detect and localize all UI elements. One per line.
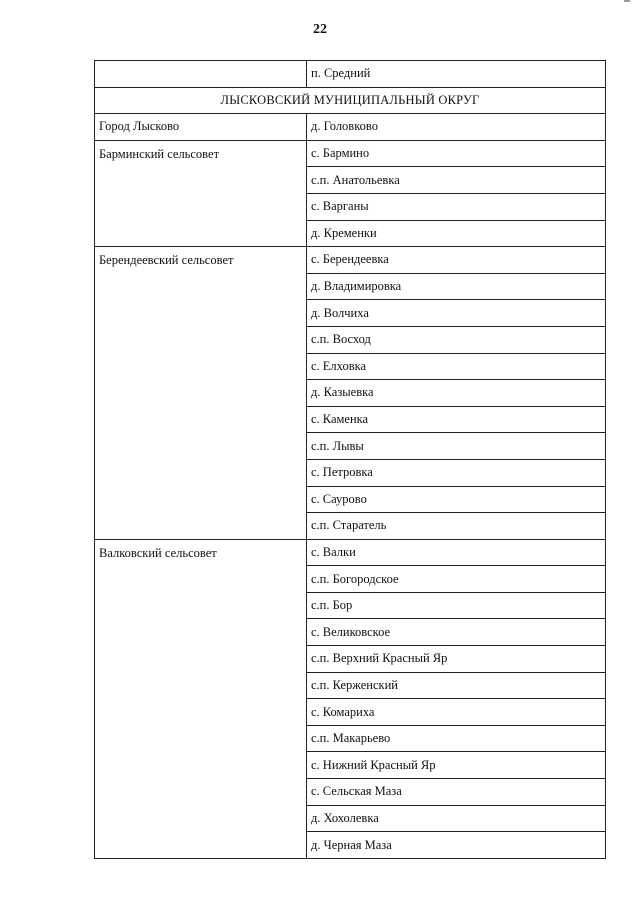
table-row (95, 247, 606, 274)
settlement-cell: с.п. Верхний Красный Яр (307, 646, 606, 673)
settlement-cell: с. Бармино (307, 140, 606, 167)
settlement-cell: с. Великовское (307, 619, 606, 646)
table-row (95, 87, 606, 114)
settlement-cell: с.п. Макарьево (307, 725, 606, 752)
settlement-cell: д. Головково (307, 114, 606, 141)
settlement-cell: с. Сельская Маза (307, 779, 606, 806)
settlement-cell: с.п. Анатольевка (307, 167, 606, 194)
settlement-cell: д. Волчиха (307, 300, 606, 327)
settlement-cell: с. Варганы (307, 193, 606, 220)
settlement-cell: с.п. Богородское (307, 566, 606, 593)
settlements-table-body (95, 61, 606, 859)
settlement-cell: с.п. Керженский (307, 672, 606, 699)
council-name-cell: Валковский сельсовет (95, 539, 307, 858)
settlement-cell: д. Владимировка (307, 273, 606, 300)
district-header: ЛЫСКОВСКИЙ МУНИЦИПАЛЬНЫЙ ОКРУГ (95, 87, 606, 114)
settlement-cell: д. Черная Маза (307, 832, 606, 859)
page-number: 22 (313, 22, 327, 37)
empty-cell (95, 61, 307, 88)
council-name-cell: Барминский сельсовет (95, 140, 307, 246)
settlement-cell: д. Казыевка (307, 380, 606, 407)
settlement-cell: с. Берендеевка (307, 247, 606, 274)
table-row (95, 140, 606, 167)
settlement-cell: с. Петровка (307, 459, 606, 486)
council-name-cell: Берендеевский сельсовет (95, 247, 307, 540)
settlement-cell: с. Нижний Красный Яр (307, 752, 606, 779)
settlement-cell: с. Саурово (307, 486, 606, 513)
settlement-cell: с. Елховка (307, 353, 606, 380)
settlement-cell: с. Валки (307, 539, 606, 566)
settlement-cell: с.п. Лывы (307, 433, 606, 460)
settlement-cell: п. Средний (307, 61, 606, 88)
settlement-cell: с.п. Старатель (307, 513, 606, 540)
settlement-cell: с.п. Восход (307, 326, 606, 353)
settlement-cell: д. Хохолевка (307, 805, 606, 832)
settlements-table (94, 60, 606, 859)
table-row (95, 61, 606, 88)
city-name-cell: Город Лысково (95, 114, 307, 141)
settlement-cell: с. Каменка (307, 406, 606, 433)
settlement-cell: д. Кременки (307, 220, 606, 247)
table-row (95, 539, 606, 566)
corner-scan-mark (624, 0, 630, 2)
settlement-cell: с. Комариха (307, 699, 606, 726)
settlement-cell: с.п. Бор (307, 592, 606, 619)
table-row (95, 114, 606, 141)
